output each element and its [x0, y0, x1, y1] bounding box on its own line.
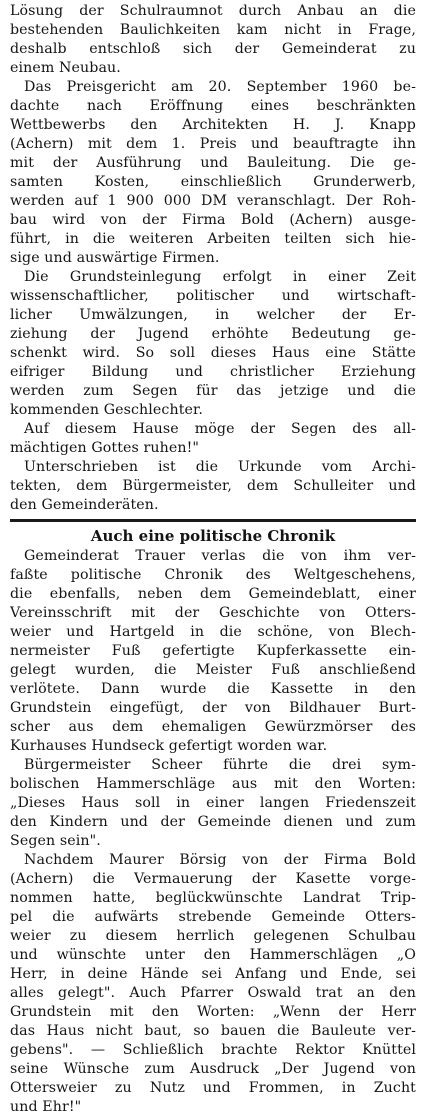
text-line: Bürgermeister Scheer führte die drei sym-: [24, 757, 416, 773]
text-line: führt, in die weiteren Arbeiten teilten sich hie-: [10, 231, 416, 247]
text-line: kommenden Geschlechter.: [10, 402, 203, 418]
paragraph-3: [10, 268, 416, 420]
text-line: bau wird von der Firma Bold (Achern) ausge-: [10, 212, 416, 228]
text-line: Ottersweier zu Nutz und Frommen, in Zucht: [10, 1080, 416, 1096]
text-line: seine Wünsche zum Ausdruck „Der Jugend von: [10, 1061, 416, 1077]
text-line: Vereinsschrift mit der Geschichte von Otters-: [10, 605, 416, 621]
text-line: einem Neubau.: [10, 60, 121, 76]
text-line: (Achern) mit dem 1. Preis und beauftragte ihn: [10, 136, 416, 152]
text-line: das Haus nicht baut, so bauen die Bauleute ver-: [10, 1023, 416, 1039]
text-line: pel die aufwärts strebende Gemeinde Otters-: [10, 909, 416, 925]
text-line: Lösung der Schulraumnot durch Anbau an die: [10, 3, 416, 19]
text-line: Gemeinderat Trauer verlas die von ihm ver-: [24, 548, 416, 564]
text-line: den Kindern und der Gemeinde dienen und zum: [10, 814, 416, 830]
text-line: scher aus dem ehemaligen Gewürzmörser des: [10, 719, 416, 735]
text-line: deshalb entschloß sich der Gemeinderat zu: [10, 41, 416, 57]
section-subheading: Auch eine politische Chronik: [90, 527, 336, 545]
text-line: wissenschaftlicher, politischer und wirtschaft-: [10, 288, 416, 304]
text-line: den Gemeinderäten.: [10, 497, 159, 513]
text-line: ziehung der Jugend erhöhte Bedeutung ge-: [10, 326, 416, 342]
paragraph-6: [10, 547, 416, 756]
text-line: und wünschte unter den Hammerschlägen „O: [10, 947, 416, 963]
text-line: weier und Hartgeld in die schöne, von Blech-: [10, 624, 416, 640]
text-line: Segen sein".: [10, 833, 101, 849]
text-line: und Ehr!": [10, 1099, 82, 1115]
article-column: [10, 2, 416, 1117]
paragraph-5: [10, 458, 416, 515]
text-line: eifriger Bildung und christlicher Erziehung: [10, 364, 416, 380]
text-line: dachte nach Eröffnung eines beschränkten: [10, 98, 416, 114]
text-line: licher Umwälzungen, in welcher der Er-: [10, 307, 416, 323]
text-line: nermeister Fuß gefertigte Kupferkassette ein-: [10, 643, 416, 659]
text-line: verlötete. Dann wurde die Kassette in den: [10, 681, 416, 697]
text-line: die ebenfalls, neben dem Gemeindeblatt, einer: [10, 586, 416, 602]
text-line: Unterschrieben ist die Urkunde vom Archi-: [24, 459, 416, 475]
text-line: schenkt wird. So soll dieses Haus eine Stätte: [10, 345, 416, 361]
text-line: (Achern) die Vermauerung der Kasette vorge-: [10, 871, 416, 887]
section-divider: [10, 519, 416, 522]
text-line: nommen hatte, beglückwünschte Landrat Trip-: [10, 890, 416, 906]
paragraph-7: [10, 756, 416, 851]
text-line: „Dieses Haus soll in einer langen Friedenszeit: [10, 795, 416, 811]
text-line: Die Grundsteinlegung erfolgt in einer Zeit: [24, 269, 416, 285]
text-line: mächtigen Gottes ruhen!": [10, 440, 200, 456]
text-line: samten Kosten, einschließlich Grunderwerb,: [10, 174, 416, 190]
text-line: Kurhauses Hundseck gefertigt worden war.: [10, 738, 328, 754]
paragraph-4: [10, 420, 416, 458]
text-line: gebens". — Schließlich brachte Rektor Knüttel: [10, 1042, 416, 1058]
paragraph-1: [10, 2, 416, 78]
text-line: mit der Ausführung und Bauleitung. Die ge-: [10, 155, 416, 171]
text-line: bolischen Hammerschläge aus mit den Worten:: [10, 776, 416, 792]
text-line: weier zu diesem herrlich gelegenen Schulbau: [10, 928, 416, 944]
text-line: Wettbewerbs den Architekten H. J. Knapp: [10, 117, 416, 133]
text-line: Herr, in deine Hände sei Anfang und Ende, sei: [10, 966, 416, 982]
text-line: Das Preisgericht am 20. September 1960 be-: [24, 79, 416, 95]
text-line: bestehenden Baulichkeiten kam nicht in Frage,: [10, 22, 416, 38]
text-line: werden zum Segen für das jetzige und die: [10, 383, 416, 399]
text-line: Grundstein eingefügt, der von Bildhauer Burt-: [10, 700, 416, 716]
text-line: faßte politische Chronik des Weltgeschehens,: [10, 567, 416, 583]
text-line: gelegt wurden, die Meister Fuß anschließend: [10, 662, 416, 678]
paragraph-2: [10, 78, 416, 268]
text-line: Nachdem Maurer Börsig von der Firma Bold: [24, 852, 416, 868]
text-line: sige und auswärtige Firmen.: [10, 250, 220, 266]
paragraph-8: [10, 851, 416, 1117]
text-line: alles gelegt". Auch Pfarrer Oswald trat an den: [10, 985, 416, 1001]
text-line: Auf diesem Hause möge der Segen des all-: [24, 421, 416, 437]
text-line: werden auf 1 900 000 DM veranschlagt. Der Roh-: [10, 193, 416, 209]
text-line: Grundstein mit den Worten: „Wenn der Herr: [10, 1004, 416, 1020]
text-line: tekten, dem Bürgermeister, dem Schulleiter und: [10, 478, 416, 494]
